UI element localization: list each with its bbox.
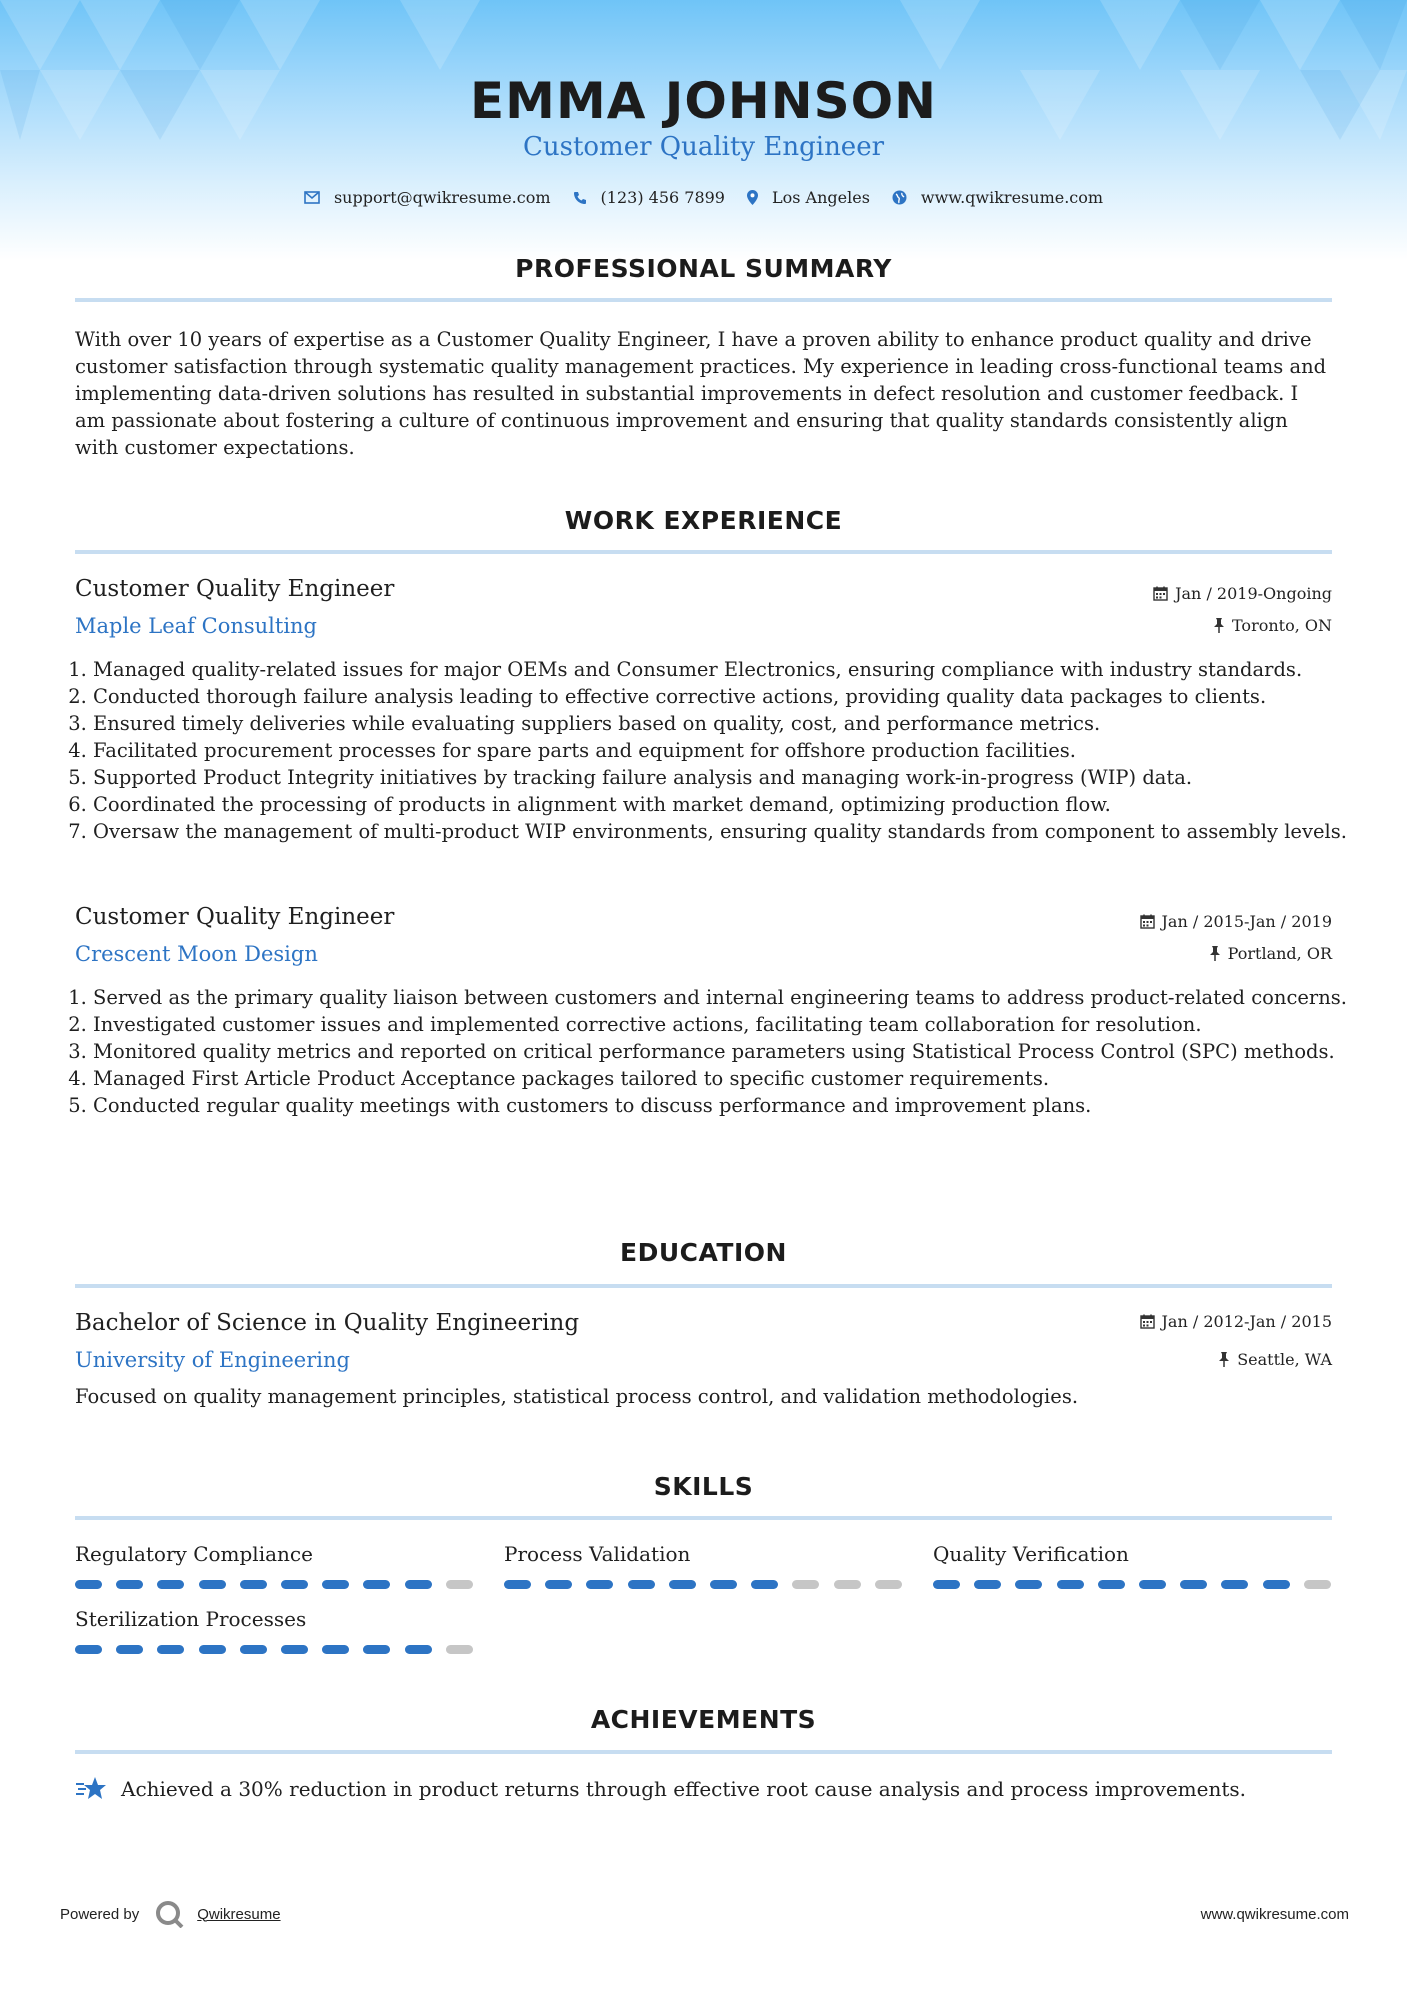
list-item: 2. Conducted thorough failure analysis leading to effective corrective actions, providing quality data packages to clients. <box>93 683 1350 710</box>
contact-email[interactable] <box>304 188 551 207</box>
phone-text: (123) 456 7899 <box>600 188 725 207</box>
contact-location <box>747 188 870 207</box>
contact-website[interactable] <box>892 188 1103 207</box>
skill-level-bar <box>75 1580 475 1590</box>
job-company: Maple Leaf Consulting <box>75 614 318 638</box>
list-item: 5. Conducted regular quality meetings with customers to discuss performance and improvement plans. <box>93 1092 1350 1119</box>
education-dates <box>1140 1312 1332 1331</box>
skill-segment-filled <box>586 1580 613 1589</box>
list-item: 2. Investigated customer issues and implemented corrective actions, facilitating team collaboration for resolution. <box>93 1011 1350 1038</box>
skill-segment-filled <box>116 1645 143 1654</box>
header-background <box>0 0 1407 260</box>
triangle-pattern <box>0 0 1407 260</box>
contact-phone[interactable] <box>573 188 725 207</box>
calendar-icon <box>1140 1314 1155 1329</box>
footer-website[interactable]: www.qwikresume.com <box>1200 1906 1349 1923</box>
achievement-item <box>75 1776 1246 1802</box>
footer-powered-by <box>60 1900 281 1928</box>
skill-segment-filled <box>281 1645 308 1654</box>
achievements-divider <box>75 1750 1332 1754</box>
experience-heading: WORK EXPERIENCE <box>564 506 843 535</box>
skill-name: Regulatory Compliance <box>75 1542 313 1566</box>
list-item: 3. Ensured timely deliveries while evaluating suppliers based on quality, cost, and performance metrics. <box>93 710 1350 737</box>
job-location <box>1209 944 1332 963</box>
calendar-icon <box>1153 586 1168 601</box>
skill-segment-filled <box>405 1580 432 1589</box>
list-item: 4. Managed First Article Product Acceptance packages tailored to specific customer requirements. <box>93 1065 1350 1092</box>
skill-segment-filled <box>504 1580 531 1589</box>
job-dates-text: Jan / 2015-Jan / 2019 <box>1161 912 1332 931</box>
skill-segment-filled <box>1098 1580 1125 1589</box>
education-location-text: Seattle, WA <box>1237 1350 1332 1369</box>
list-item: 1. Managed quality-related issues for major OEMs and Consumer Electronics, ensuring compliance with industry standards. <box>93 656 1350 683</box>
skill-segment-filled <box>240 1580 267 1589</box>
skills-divider <box>75 1516 1332 1520</box>
job-location-text: Toronto, ON <box>1232 616 1332 635</box>
skill-level-bar <box>504 1580 904 1590</box>
pushpin-icon <box>1213 618 1225 633</box>
skill-level-bar <box>75 1645 475 1655</box>
contact-bar <box>0 188 1407 207</box>
skill-segment-filled <box>1057 1580 1084 1589</box>
skill-segment-filled <box>1015 1580 1042 1589</box>
job-bullets <box>75 656 1350 845</box>
brand-link[interactable]: Qwikresume <box>197 1905 281 1923</box>
summary-heading: PROFESSIONAL SUMMARY <box>515 254 892 283</box>
skill-segment-filled <box>1221 1580 1248 1589</box>
globe-icon <box>892 190 907 205</box>
job-dates <box>1153 584 1332 603</box>
envelope-icon <box>304 191 320 204</box>
experience-divider <box>75 550 1332 554</box>
skill-segment-filled <box>669 1580 696 1589</box>
school-name: University of Engineering <box>75 1348 350 1372</box>
job-company: Crescent Moon Design <box>75 942 318 966</box>
skill-segment-filled <box>1263 1580 1290 1589</box>
job-location <box>1213 616 1332 635</box>
job-location-text: Portland, OR <box>1227 944 1332 963</box>
map-pin-icon <box>747 190 758 205</box>
education-heading: EDUCATION <box>620 1238 787 1267</box>
achievement-text: Achieved a 30% reduction in product returns through effective root cause analysis and process improvements. <box>121 1777 1247 1801</box>
skill-segment-filled <box>933 1580 960 1589</box>
list-item: 1. Served as the primary quality liaison between customers and internal engineering teams to address product-related concerns. <box>93 984 1350 1011</box>
skill-segment-filled <box>75 1580 102 1589</box>
summary-text: With over 10 years of expertise as a Customer Quality Engineer, I have a proven ability to enhance product quality and drive customer satisfaction through systematic quality management practices. My experience in leading cross-functional teams and implementing data-driven solutions has resulted in substantial improvements in defect resolution and customer feedback. I am passionate about fostering a culture of continuous improvement and ensuring that quality standards consistently align with customer expectations. <box>75 328 1327 459</box>
list-item: 4. Facilitated procurement processes for spare parts and equipment for offshore production facilities. <box>93 737 1350 764</box>
job-dates <box>1140 912 1332 931</box>
skill-level-bar <box>933 1580 1333 1590</box>
skill-segment-filled <box>157 1645 184 1654</box>
star-icon <box>75 1776 107 1802</box>
skill-name: Process Validation <box>504 1542 691 1566</box>
skill-segment-empty <box>875 1580 902 1589</box>
skill-segment-filled <box>1139 1580 1166 1589</box>
list-item: 6. Coordinated the processing of products in alignment with market demand, optimizing production flow. <box>93 791 1350 818</box>
calendar-icon <box>1140 914 1155 929</box>
achievements-heading: ACHIEVEMENTS <box>590 1705 817 1734</box>
skill-segment-filled <box>545 1580 572 1589</box>
skill-segment-filled <box>116 1580 143 1589</box>
skill-segment-filled <box>751 1580 778 1589</box>
email-text: support@qwikresume.com <box>333 188 551 207</box>
website-text: www.qwikresume.com <box>920 188 1104 207</box>
skill-segment-empty <box>446 1645 473 1654</box>
skill-segment-filled <box>157 1580 184 1589</box>
skill-segment-empty <box>834 1580 861 1589</box>
qwikresume-logo-icon <box>155 1900 185 1928</box>
list-item: 3. Monitored quality metrics and reported on critical performance parameters using Statistical Process Control (SPC) methods. <box>93 1038 1350 1065</box>
skill-segment-filled <box>240 1645 267 1654</box>
skill-name: Sterilization Processes <box>75 1607 307 1631</box>
skill-segment-filled <box>710 1580 737 1589</box>
skill-segment-filled <box>363 1645 390 1654</box>
skill-segment-filled <box>363 1580 390 1589</box>
candidate-title: Customer Quality Engineer <box>522 132 885 162</box>
skill-segment-empty <box>792 1580 819 1589</box>
skill-segment-empty <box>446 1580 473 1589</box>
job-dates-text: Jan / 2019-Ongoing <box>1175 584 1332 603</box>
candidate-name: EMMA JOHNSON <box>470 72 937 130</box>
skills-heading: SKILLS <box>653 1472 754 1501</box>
skill-segment-empty <box>1304 1580 1331 1589</box>
skill-segment-filled <box>322 1645 349 1654</box>
job-title: Customer Quality Engineer <box>75 904 395 930</box>
powered-by-label: Powered by <box>60 1905 140 1923</box>
skill-segment-filled <box>1180 1580 1207 1589</box>
skill-segment-filled <box>75 1645 102 1654</box>
education-dates-text: Jan / 2012-Jan / 2015 <box>1161 1312 1332 1331</box>
skill-segment-filled <box>405 1645 432 1654</box>
summary-divider <box>75 298 1332 302</box>
job-bullets <box>75 984 1350 1119</box>
skill-segment-filled <box>974 1580 1001 1589</box>
skill-segment-filled <box>322 1580 349 1589</box>
education-description: Focused on quality management principles, statistical process control, and validation methodologies. <box>75 1385 1079 1408</box>
education-divider <box>75 1284 1332 1288</box>
education-location <box>1218 1350 1332 1369</box>
skill-segment-filled <box>199 1645 226 1654</box>
skill-segment-filled <box>628 1580 655 1589</box>
pushpin-icon <box>1209 946 1221 961</box>
skill-name: Quality Verification <box>933 1542 1129 1566</box>
phone-icon <box>573 191 587 205</box>
skill-segment-filled <box>281 1580 308 1589</box>
skill-segment-filled <box>199 1580 226 1589</box>
degree-title: Bachelor of Science in Quality Engineering <box>75 1310 580 1336</box>
job-title: Customer Quality Engineer <box>75 576 395 602</box>
list-item: 7. Oversaw the management of multi-product WIP environments, ensuring quality standards from component to assembly levels. <box>93 818 1350 845</box>
list-item: 5. Supported Product Integrity initiatives by tracking failure analysis and managing work-in-progress (WIP) data. <box>93 764 1350 791</box>
location-text: Los Angeles <box>771 188 870 207</box>
pushpin-icon <box>1218 1352 1230 1367</box>
